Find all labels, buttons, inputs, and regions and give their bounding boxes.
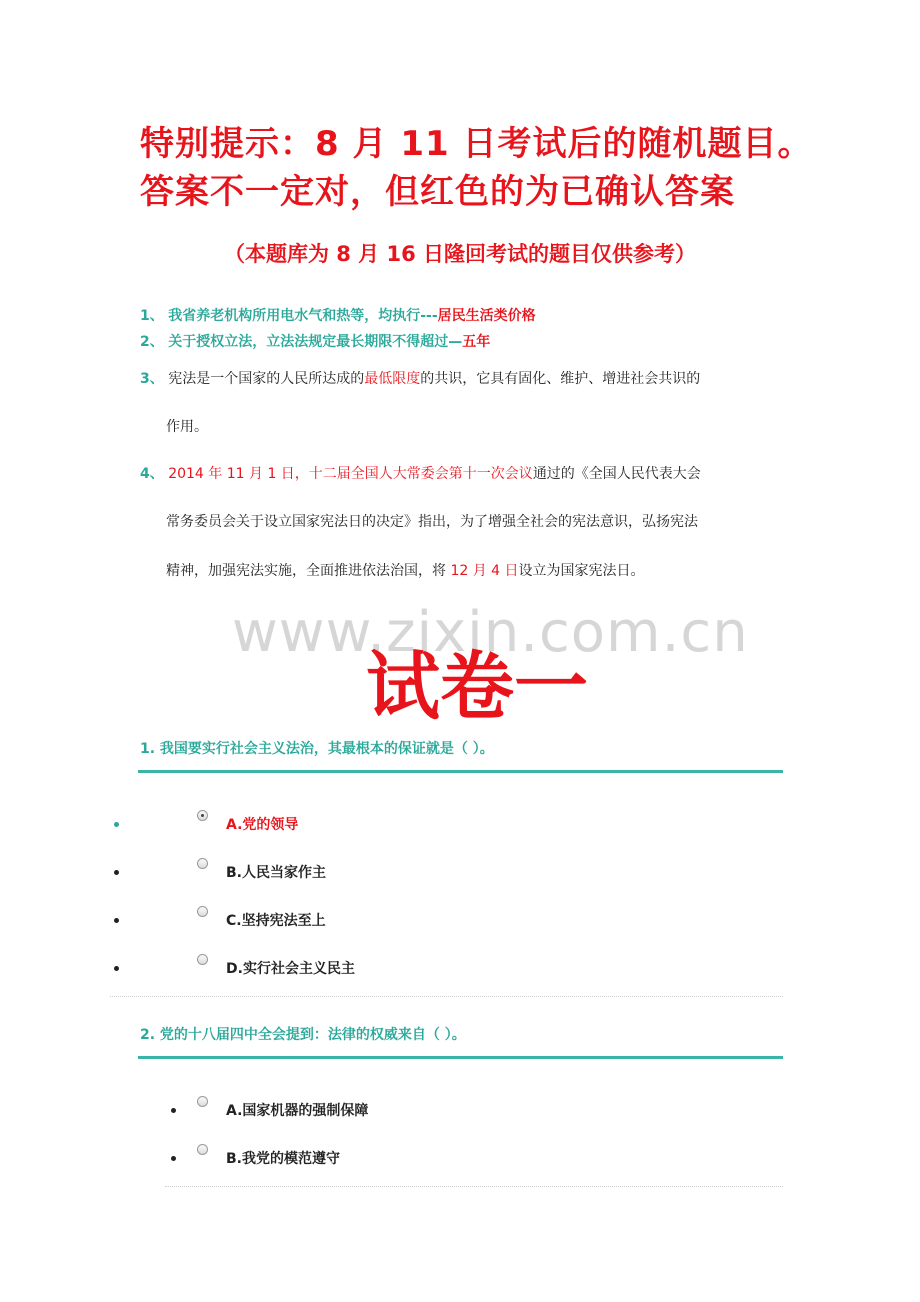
fact-4-line-2: 常务委员会关于设立国家宪法日的决定》指出，为了增强全社会的宪法意识，弘扬宪法 xyxy=(166,514,698,530)
fact-4-line-3 xyxy=(166,560,645,580)
question-1-title: 1. 我国要实行社会主义法治，其最根本的保证就是（ ）。 xyxy=(140,741,494,757)
fact-text: 关于授权立法，立法法规定最长期限不得超过— xyxy=(168,334,463,350)
fact-answer: 居民生活类价格 xyxy=(437,308,536,324)
fact-text: 通过的《全国人民代表大会 xyxy=(532,466,701,482)
question-2-separator xyxy=(165,1186,783,1187)
paper-title: 试卷一 xyxy=(366,644,588,730)
list-bullet xyxy=(114,966,119,971)
question-2-divider xyxy=(138,1056,783,1059)
fact-text-cont: 的共识，它具有固化、维护、增进社会共识的 xyxy=(420,371,701,387)
option-b-label[interactable]: B.人民当家作主 xyxy=(226,865,326,881)
fact-number: 2、 xyxy=(140,334,164,350)
option-a-label[interactable]: A.党的领导 xyxy=(226,817,299,833)
fact-number: 3、 xyxy=(140,371,164,387)
fact-text: 精神，加强宪法实施，全面推进依法治国，将 xyxy=(166,563,451,579)
list-bullet xyxy=(114,822,119,827)
fact-number: 1、 xyxy=(140,308,164,324)
fact-text: 设立为国家宪法日。 xyxy=(518,563,645,579)
fact-text: 宪法是一个国家的人民所达成的 xyxy=(168,371,365,387)
fact-number: 4、 xyxy=(140,466,164,482)
fact-2 xyxy=(140,331,490,351)
fact-4 xyxy=(140,463,701,483)
fact-answer: 最低限度 xyxy=(364,371,421,387)
option-b-label[interactable]: B.我党的模范遵守 xyxy=(226,1151,340,1167)
list-bullet xyxy=(171,1156,176,1161)
list-bullet xyxy=(114,918,119,923)
fact-answer: 2014 年 11 月 1 日，十二届全国人大常委会第十一次会议 xyxy=(168,466,533,482)
option-b-radio[interactable] xyxy=(197,858,208,869)
option-a-radio[interactable] xyxy=(197,1096,208,1107)
list-bullet xyxy=(114,870,119,875)
notice-subtitle: （本题库为 8 月 16 日隆回考试的题目仅供参考） xyxy=(223,242,697,266)
fact-answer: 五年 xyxy=(462,334,491,350)
question-1-separator xyxy=(110,996,783,997)
fact-3-continuation: 作用。 xyxy=(166,419,208,435)
fact-1 xyxy=(140,305,536,325)
option-a-label[interactable]: A.国家机器的强制保障 xyxy=(226,1103,369,1119)
option-a-radio[interactable] xyxy=(197,810,208,821)
fact-text: 我省养老机构所用电水气和热等，均执行--- xyxy=(168,308,438,324)
notice-line-1: 特别提示：8 月 11 日考试后的随机题目。 xyxy=(140,124,813,164)
fact-answer: 12 月 4 日 xyxy=(450,563,519,579)
question-2-title: 2. 党的十八届四中全会提到：法律的权威来自（ ）。 xyxy=(140,1027,466,1043)
watermark: www.zixin.com.cn xyxy=(232,600,749,665)
option-b-radio[interactable] xyxy=(197,1144,208,1155)
option-d-radio[interactable] xyxy=(197,954,208,965)
notice-line-2: 答案不一定对，但红色的为已确认答案 xyxy=(140,172,735,212)
fact-3 xyxy=(140,368,700,388)
question-1-divider xyxy=(138,770,783,773)
option-c-radio[interactable] xyxy=(197,906,208,917)
option-c-label[interactable]: C.坚持宪法至上 xyxy=(226,913,326,929)
list-bullet xyxy=(171,1108,176,1113)
option-d-label[interactable]: D.实行社会主义民主 xyxy=(226,961,355,977)
